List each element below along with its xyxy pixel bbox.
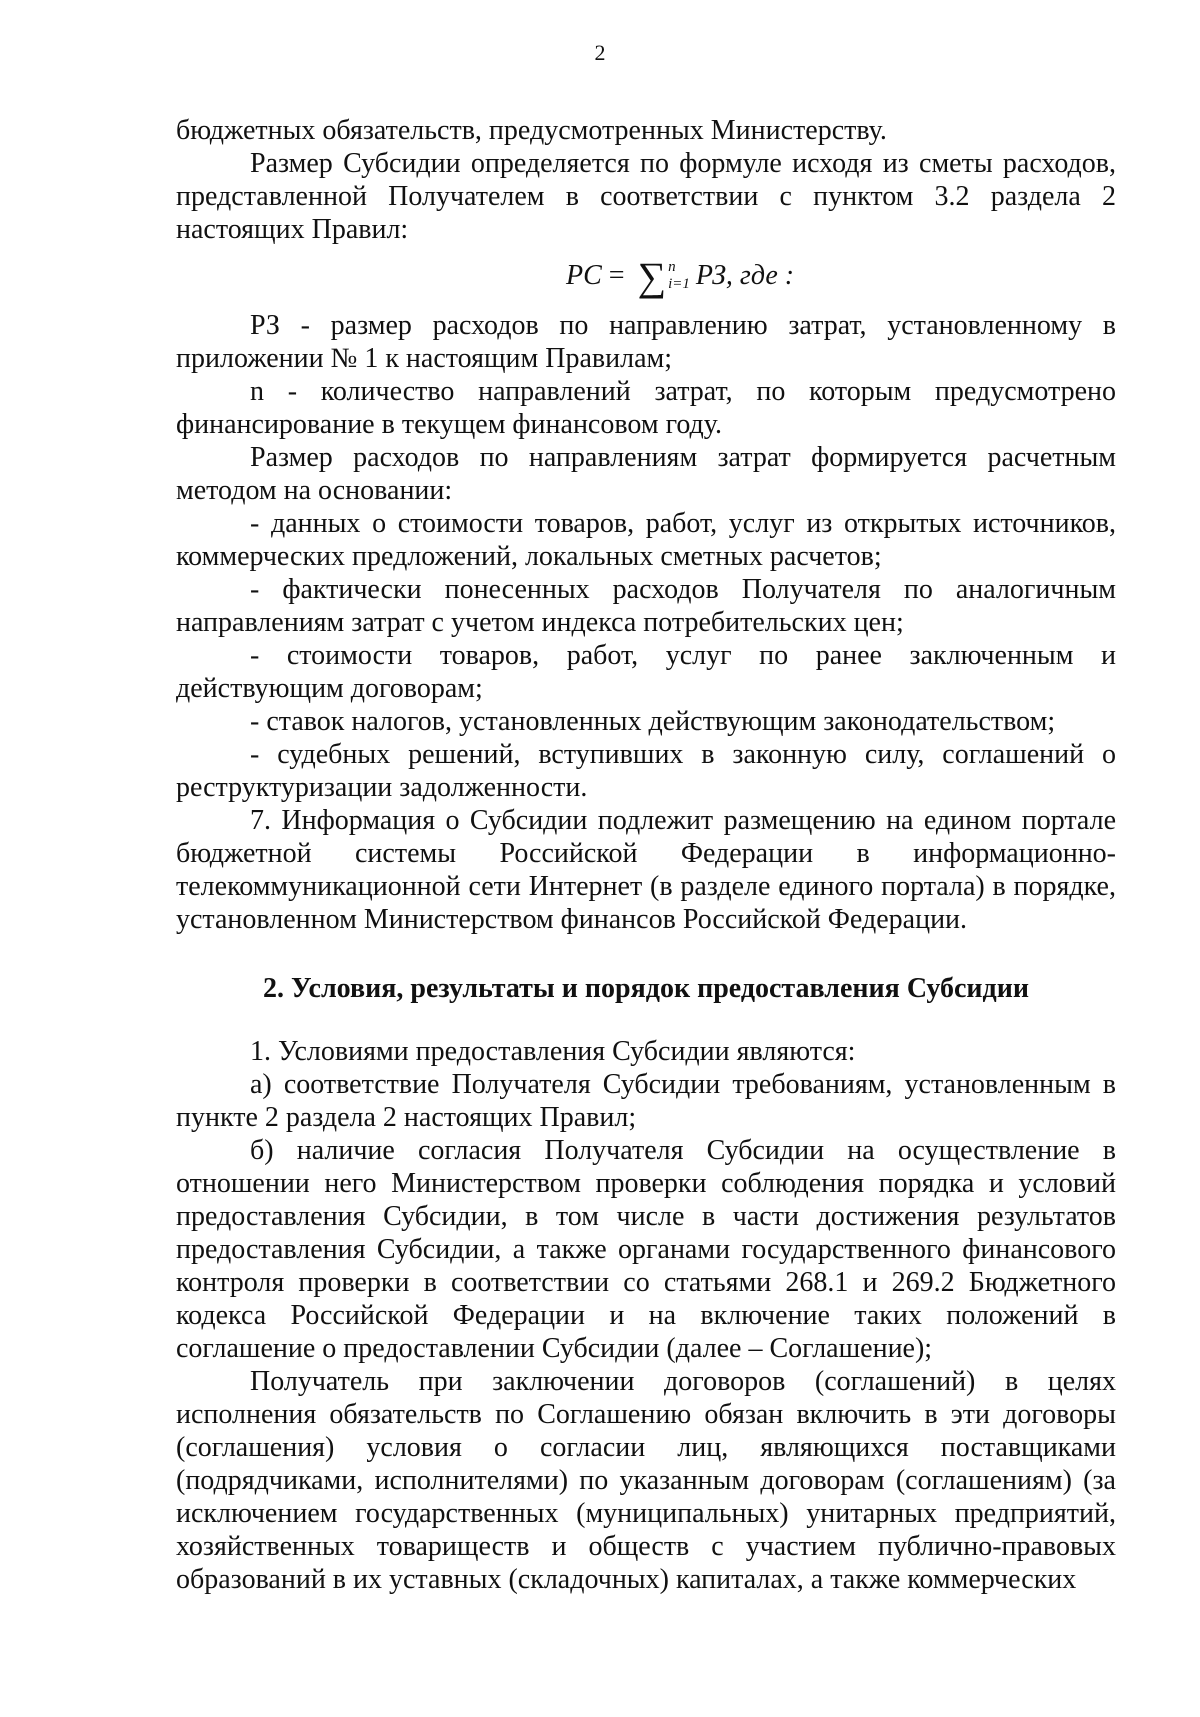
list-item: - данных о стоимости товаров, работ, услуг из открытых источников, коммерческих предложений, локальных сметных расчетов; xyxy=(176,508,1116,572)
paragraph: 1. Условиями предоставления Субсидии являются: xyxy=(250,1036,856,1067)
list-item: - ставок налогов, установленных действующим законодательством; xyxy=(250,706,1056,737)
summation-limits xyxy=(668,259,690,293)
paragraph: Получатель при заключении договоров (соглашений) в целях исполнения обязательств по Соглашению обязан включить в эти договоры (соглашения) условия о согласии лиц, являющихся поставщиками (подрядчиками, исполнителями) по указанным договорам (соглашениям) (за исключением государственных (муниципальных) унитарных предприятий, хозяйственных товариществ и обществ с участием публично-правовых образований в их уставных (складочных) капиталах, а также коммерческих xyxy=(176,1366,1116,1595)
list-item: - судебных решений, вступивших в законную силу, соглашений о реструктуризации задолженности. xyxy=(176,739,1116,803)
lower-limit: i=1 xyxy=(668,275,690,292)
paragraph: n - количество направлений затрат, по которым предусмотрено финансирование в текущем финансовом году. xyxy=(176,376,1116,440)
paragraph: бюджетных обязательств, предусмотренных Министерству. xyxy=(176,115,887,146)
paragraph: РЗ - размер расходов по направлению затрат, установленному в приложении № 1 к настоящим Правилам; xyxy=(176,310,1116,374)
list-item: а) соответствие Получателя Субсидии требованиям, установленным в пункте 2 раздела 2 настоящих Правил; xyxy=(176,1069,1116,1133)
page-number: 2 xyxy=(594,40,606,65)
paragraph: Размер Субсидии определяется по формуле исходя из сметы расходов, представленной Получателем в соответствии с пунктом 3.2 раздела 2 настоящих Правил: xyxy=(176,148,1116,245)
formula-lhs: PC xyxy=(566,260,602,291)
paragraph: Размер расходов по направлениям затрат формируется расчетным методом на основании: xyxy=(176,442,1116,506)
document-body xyxy=(176,114,1116,1596)
formula-term: РЗ, где : xyxy=(695,260,795,291)
list-item: - стоимости товаров, работ, услуг по ранее заключенным и действующим договорам; xyxy=(176,640,1116,704)
upper-limit: n xyxy=(668,258,676,275)
summation-symbol: ∑ xyxy=(637,254,667,299)
list-item: - фактически понесенных расходов Получателя по аналогичным направлениям затрат с учетом индекса потребительских цен; xyxy=(176,574,1116,638)
list-item: б) наличие согласия Получателя Субсидии на осуществление в отношении него Министерством проверки соблюдения порядка и условий предоставления Субсидии, в том числе в части достижения результатов предоставления Субсидии, а также органами государственного финансового контроля проверки в соответствии со статьями 268.1 и 269.2 Бюджетного кодекса Российской Федерации и на включение таких положений в соглашение о предоставлении Субсидии (далее – Соглашение); xyxy=(176,1135,1116,1364)
section-heading: 2. Условия, результаты и порядок предоставления Субсидии xyxy=(263,973,1029,1004)
subsidy-formula xyxy=(176,256,1116,297)
formula-equals: = xyxy=(608,260,625,291)
paragraph: 7. Информация о Субсидии подлежит размещению на едином портале бюджетной системы Российской Федерации в информационно-телекоммуникационной сети Интернет (в разделе единого портала) в порядке, установленном Министерством финансов Российской Федерации. xyxy=(176,805,1116,935)
